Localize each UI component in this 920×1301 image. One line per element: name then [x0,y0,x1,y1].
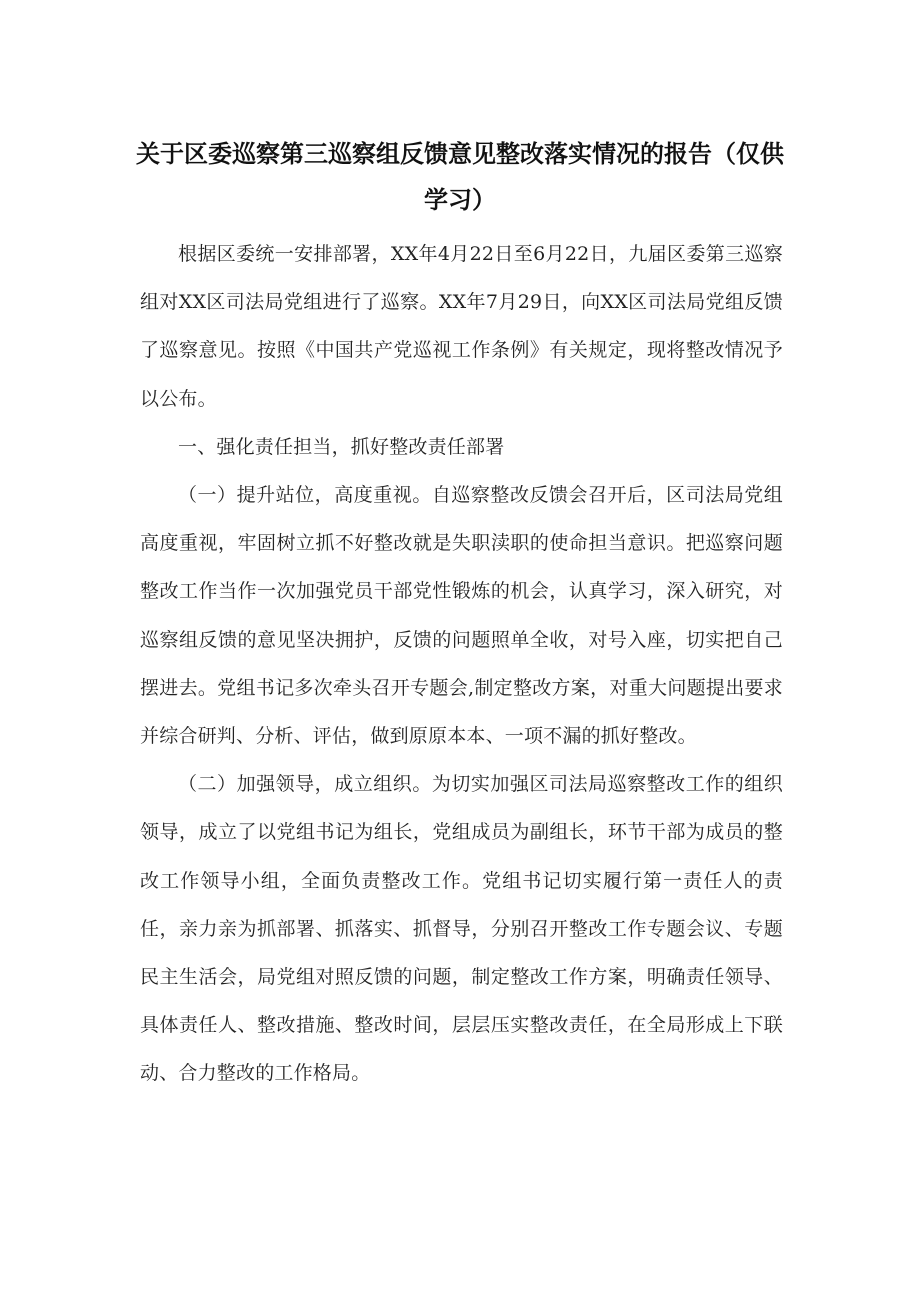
paragraph-subsection-2: （二）加强领导，成立组织。为切实加强区司法局巡察整改工作的组织领导，成立了以党组书记为组长，党组成员为副组长，环节干部为成员的整改工作领导小组，全面负责整改工作。党组书记切实履行第一责任人的责任，亲力亲为抓部署、抓落实、抓督导，分别召开整改工作专题会议、专题民主生活会，局党组对照反馈的问题，制定整改工作方案，明确责任领导、具体责任人、整改措施、整改时间，层层压实整改责任，在全局形成上下联动、合力整改的工作格局。 [140,773,783,1085]
document-title: 关于区委巡察第三巡察组反馈意见整改落实情况的报告（仅供学习） [136,140,784,214]
paragraph-intro: 根据区委统一安排部署，XX年4月22日至6月22日，九届区委第三巡察组对XX区司法局党组进行了巡察。XX年7月29日，向XX区司法局党组反馈了巡察意见。按照《中国共产党巡视工作条例》有关规定，现将整改情况予以公布。 [140,243,783,410]
document-body [140,230,783,1098]
section-heading-1: 一、强化责任担当，抓好整改责任部署 [178,435,505,458]
paragraph-subsection-1: （一）提升站位，高度重视。自巡察整改反馈会召开后，区司法局党组高度重视，牢固树立抓不好整改就是失职渎职的使命担当意识。把巡察问题整改工作当作一次加强党员干部党性锻炼的机会，认真学习，深入研究，对巡察组反馈的意见坚决拥护，反馈的问题照单全收，对号入座，切实把自己摆进去。党组书记多次牵头召开专题会,制定整改方案，对重大问题提出要求并综合研判、分析、评估，做到原原本本、一项不漏的抓好整改。 [140,484,783,748]
